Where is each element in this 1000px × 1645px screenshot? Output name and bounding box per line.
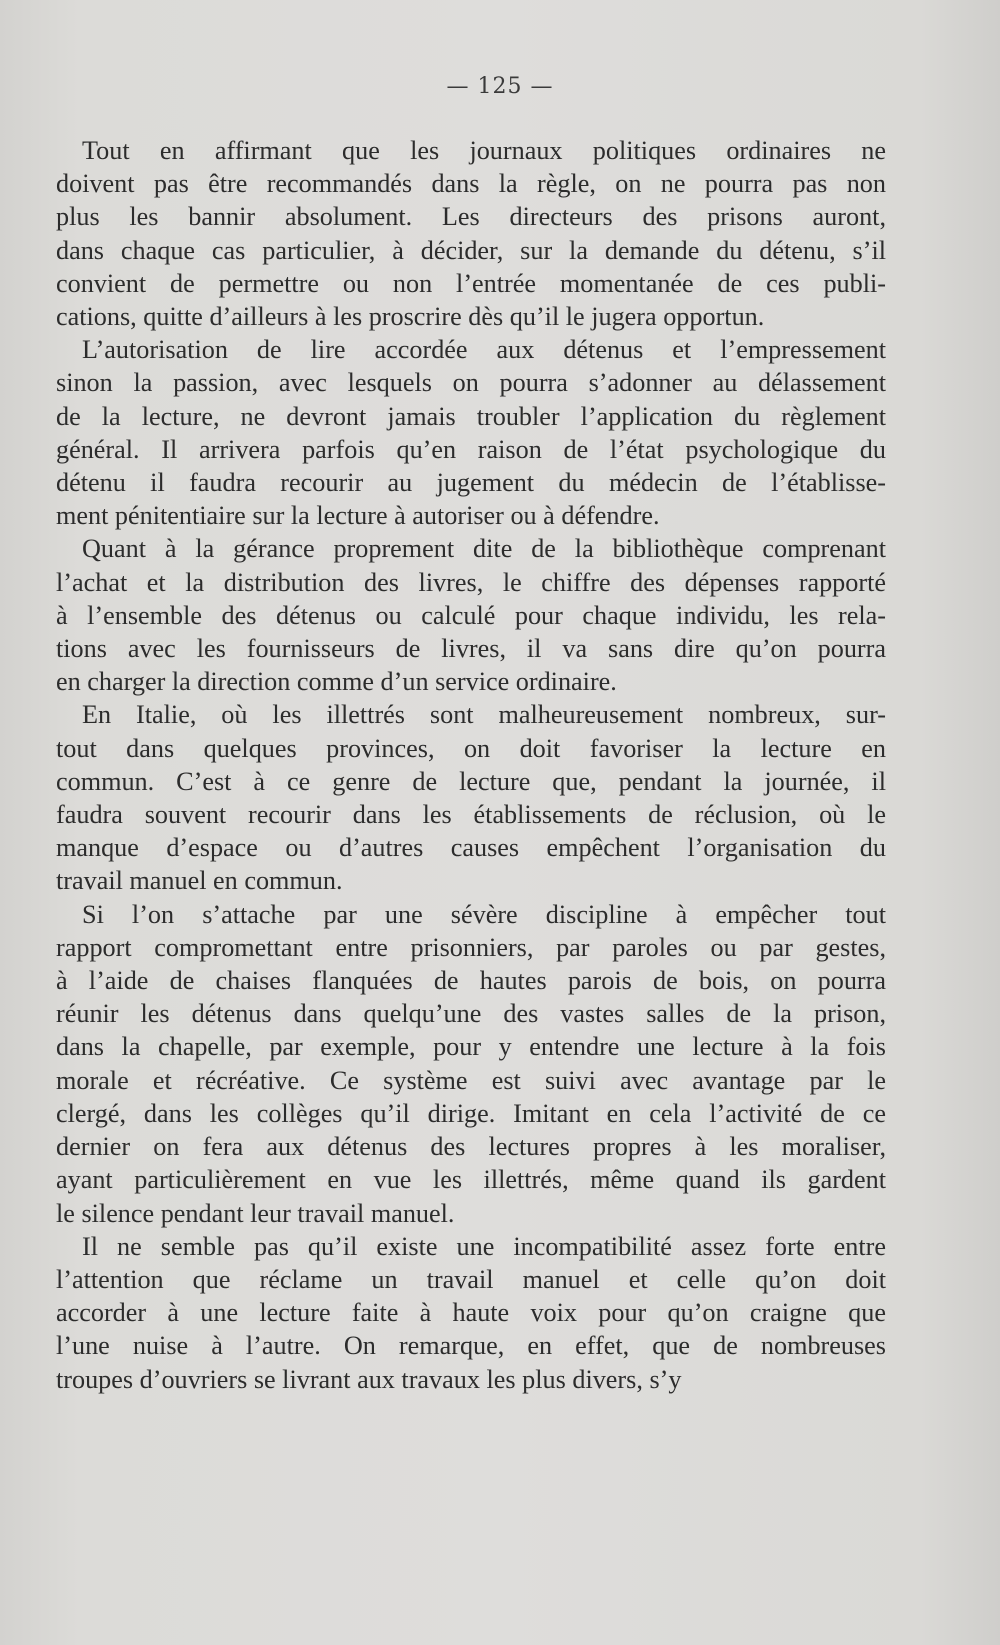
paragraph [56, 532, 886, 698]
text-line: à l’aide de chaises flanquées de hautes parois de bois, on pourra [56, 966, 886, 996]
text-line: troupes d’ouvriers se livrant aux travaux les plus divers, s’y [56, 1364, 682, 1394]
text-line: travail manuel en commun. [56, 866, 343, 896]
text-line: Quant à la gérance proprement dite de la bibliothèque comprenant [82, 534, 886, 564]
text-line: en charger la direction comme d’un service ordinaire. [56, 667, 617, 697]
text-line: ment pénitentiaire sur la lecture à autoriser ou à défendre. [56, 501, 660, 531]
text-line: Tout en affirmant que les journaux politiques ordinaires ne [82, 136, 886, 165]
text-line: morale et récréative. Ce système est suivi avec avantage par le [56, 1065, 886, 1095]
text-line: accorder à une lecture faite à haute voix pour qu’on craigne que [56, 1298, 886, 1328]
text-line: plus les bannir absolument. Les directeurs des prisons auront, [56, 202, 886, 232]
text-line: dans la chapelle, par exemple, pour y entendre une lecture à la fois [56, 1032, 886, 1062]
text-line: manque d’espace ou d’autres causes empêchent l’organisation du [56, 833, 886, 863]
text-line: le silence pendant leur travail manuel. [56, 1198, 455, 1228]
text-line: Si l’on s’attache par une sévère discipline à empêcher tout [82, 899, 886, 929]
text-line: convient de permettre ou non l’entrée momentanée de ces publi- [56, 268, 886, 298]
text-line: l’achat et la distribution des livres, le chiffre des dépenses rapporté [56, 567, 886, 597]
text-line: cations, quitte d’ailleurs à les proscrire dès qu’il le jugera opportun. [56, 302, 765, 332]
text-line: doivent pas être recommandés dans la règle, on ne pourra pas non [56, 169, 886, 199]
text-line: l’une nuise à l’autre. On remarque, en effet, que de nombreuses [56, 1331, 886, 1361]
text-line: L’autorisation de lire accordée aux détenus et l’empressement [82, 335, 886, 365]
text-line: réunir les détenus dans quelqu’une des vastes salles de la prison, [56, 999, 886, 1029]
text-line: dernier on fera aux détenus des lectures propres à les moraliser, [56, 1132, 886, 1162]
paragraph [56, 698, 886, 897]
paragraph [56, 898, 886, 1230]
text-line: faudra souvent recourir dans les établissements de réclusion, où le [56, 800, 886, 830]
text-line: En Italie, où les illettrés sont malheureusement nombreux, sur- [82, 700, 886, 730]
body-text [56, 134, 886, 1396]
text-line: l’attention que réclame un travail manuel et celle qu’on doit [56, 1264, 886, 1294]
text-line: sinon la passion, avec lesquels on pourra s’adonner au délassement [56, 368, 886, 398]
text-line: général. Il arrivera parfois qu’en raison de l’état psychologique du [56, 434, 886, 464]
text-line: Il ne semble pas qu’il existe une incompatibilité assez forte entre [82, 1231, 886, 1261]
text-line: ayant particulièrement en vue les illettrés, même quand ils gardent [56, 1165, 886, 1195]
text-line: de la lecture, ne devront jamais troubler l’application du règlement [56, 401, 886, 431]
text-line: à l’ensemble des détenus ou calculé pour chaque individu, les rela- [56, 600, 886, 630]
text-line: tout dans quelques provinces, on doit favoriser la lecture en [56, 733, 886, 763]
text-line: clergé, dans les collèges qu’il dirige. Imitant en cela l’activité de ce [56, 1098, 886, 1128]
paragraph [56, 134, 886, 333]
paragraph [56, 1230, 886, 1396]
text-line: commun. C’est à ce genre de lecture que, pendant la journée, il [56, 766, 886, 796]
text-line: dans chaque cas particulier, à décider, sur la demande du détenu, s’il [56, 235, 886, 265]
text-line: détenu il faudra recourir au jugement du médecin de l’établisse- [56, 468, 886, 498]
text-line: rapport compromettant entre prisonniers, par paroles ou par gestes, [56, 932, 886, 962]
paragraph [56, 333, 886, 532]
page-number: — 125 — [446, 74, 554, 99]
text-line: tions avec les fournisseurs de livres, il va sans dire qu’on pourra [56, 634, 886, 664]
